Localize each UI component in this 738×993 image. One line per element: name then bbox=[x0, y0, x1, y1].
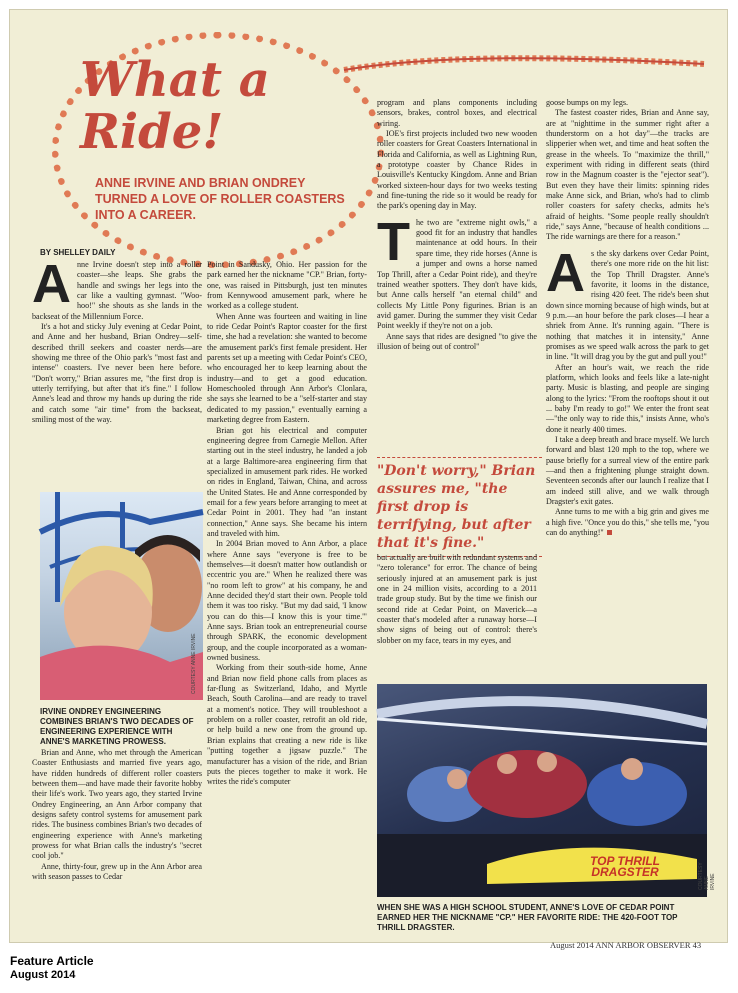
dragster-sign: TOP THRILL DRAGSTER bbox=[590, 854, 660, 879]
paragraph: Working from their south-side home, Anne and Brian now field phone calls from places as far-flung as Switzerland, Idaho, and Myrtle Beach, South Carolina—and are ready to travel at a moment's notice. They will troubleshoot a problem on a roller coaster, retrofit an old ride, or help build a new one from the ground up. Brian explains that creating a new ride is like "putting together a jigsaw puzzle." The manufacturer has a vision of the ride, and Brian puts the pieces together to make it work. He writes the ride's computer bbox=[207, 663, 367, 787]
paragraph: goose bumps on my legs. bbox=[546, 98, 629, 107]
column-2 bbox=[207, 260, 367, 788]
byline: BY SHELLEY DAILY bbox=[40, 248, 116, 257]
paragraph: When Anne was fourteen and waiting in line to ride Cedar Point's Raptor coaster for the first time, she had a revelation: she wanted to become the amusement park's first female president. Her parents set up a meeting with Cedar Point's CEO, who encouraged her to keep learning about the industry—and to get a good education. Homeschooled through Ann Arbor's Clonlara, she says she learned to be a "self-starter and stay dedicated to my passion," eventually earning a marketing degree from Eastern. bbox=[207, 311, 367, 425]
paragraph: It's a hot and sticky July evening at Cedar Point, and Anne and her husband, Brian Ondrey—self-described thrill seekers and coaster nerds—are showing me three of the Ohio park's "most fast and intense" coasters. I've never been here before. "Don't worry," Brian assures me, "the first drop is utterly terrifying, but after that it's fine." I follow Anne's lead and throw my hands up during the ride and catch some "air time" from the backseat, smiling most of the way. bbox=[32, 322, 202, 425]
paragraph: The two are "extreme night owls," a good fit for an industry that handles maintenance at odd hours. In their spare time, they ride horses (Anne is a jumper and owns a horse named Top Thrill, after a Cedar Point ride), and they're trained weather spotters. They don't have kids, but Anne calls herself "an eternal child" and collects My Little Pony figurines. Brian is an avid gamer. During the summer they visit Cedar Point weekly if they're not on a job. bbox=[377, 211, 537, 331]
drop-cap: A bbox=[546, 242, 585, 303]
photo1-credit: COURTESY ANNE IRVINE bbox=[191, 633, 197, 694]
drop-cap: T bbox=[377, 211, 410, 272]
paragraph: Anne says that rides are designed "to give the illusion of being out of control" bbox=[377, 331, 537, 351]
paragraph: After an hour's wait, we reach the ride platform, which looks and feels like a late-night party. Music is blasting, and people are singing along to the lyrics: "From the rooftops shout it out ... baby I'm ready to go!" We enter the front seat—"the only way to ride this," insists Anne, who's done it nearly 400 times. bbox=[546, 362, 709, 434]
headline: What a Ride! bbox=[80, 52, 270, 160]
footer-date: August 2014 bbox=[10, 969, 76, 981]
dek: ANNE IRVINE AND BRIAN ONDREY TURNED A LOVE OF ROLLER COASTERS INTO A CAREER. bbox=[95, 176, 345, 222]
footer-title: Feature Article bbox=[10, 954, 94, 968]
photo2-caption: WHEN SHE WAS A HIGH SCHOOL STUDENT, ANNE'S LOVE OF CEDAR POINT EARNED HER THE NICKNAME "CP." HER FAVORITE RIDE: THE 420-FOOT TOP THRILL DRAGSTER. bbox=[377, 903, 678, 932]
column-4 bbox=[546, 98, 709, 538]
paragraph: Brian and Anne, who met through the American Coaster Enthusiasts and married five years ago, have ridden hundreds of different roller coasters between them—and have made their favorite hobby their life's work. Two years ago, they started Irvine Ondrey Engineering, an Ann Arbor company that designs safety control systems for amusement park rides. The business combines Brian's two decades of engineering experience with Anne's marketing prowess for what Brian calls the industry's "secret cool job." bbox=[32, 748, 202, 861]
paragraph: Point in Sandusky, Ohio. Her passion for the park earned her the nickname "CP." Brian, forty-one, was raised in Pittsburgh, just ten minutes from Kennywood amusement park, where he worked as a college student. bbox=[207, 260, 367, 311]
column-3-top bbox=[377, 98, 537, 352]
column-3-bottom bbox=[377, 553, 537, 646]
paragraph: In 2004 Brian moved to Ann Arbor, a place where Anne says "everyone is free to be themselves—it doesn't matter how outlandish or eccentric you are." When he realized there was "no room left to grow" at his company, he and Anne decided they'd start their own. People told them it was too risky. "But my dad said, 'I know you can do this—I know this is your time.'" Anne says. Brian took an entrepreneurial course through SPARK, the economic development group, and the couple incorporated as a woman-owned business. bbox=[207, 539, 367, 663]
column-1-bottom bbox=[32, 748, 202, 882]
column-1-top bbox=[32, 254, 202, 426]
paragraph: Brian got his electrical and computer engineering degree from Carnegie Mellon. After starting out in the steel industry, he landed a job at a large Baltimore-area engineering firm that specialized in amusement park rides. He worked on rides in England, Taiwan, China, and across the United States. He and Anne corresponded by email for a few years before arranging to meet at Cedar Point in 2001. They had "an instant connection," Anne says. She became his intern and traveled with him. bbox=[207, 425, 367, 538]
photo-anne-and-brian bbox=[40, 492, 203, 700]
end-mark bbox=[607, 530, 612, 535]
paragraph: IOE's first projects included two new wooden roller coasters for Great Coasters International in Florida and California, as well as Lightning Run, a prototype coaster by Chance Rides in Louisville's Kentucky Kingdom. Anne and Brian worked sixteen-hour days for two weeks testing and fine-tuning the ride so it would be ready for the park's opening day in May. bbox=[377, 129, 537, 211]
paragraph: Anne turns to me with a big grin and gives me a high five. "Once you do this," she tells me, "you can do anything!" bbox=[546, 507, 709, 538]
page-folio: August 2014 ANN ARBOR OBSERVER 43 bbox=[550, 940, 702, 950]
ribbon-decoration bbox=[340, 48, 708, 74]
paragraph: Anne, thirty-four, grew up in the Ann Arbor area with season passes to Cedar bbox=[32, 861, 202, 882]
magazine-page bbox=[10, 10, 727, 950]
paragraph: Anne Irvine doesn't step into a roller coaster—she leaps. She grabs the handle and swings her legs into the car like a vaulting gymnast. "Woo-hoo!" she shouts as she lands in the backseat of the Millennium Force. bbox=[32, 254, 202, 321]
drop-cap: A bbox=[32, 254, 71, 314]
paragraph: but actually are built with redundant systems and "zero tolerance" for error. The chance of being seriously injured at an amusement park is just one in 24 million visits, according to a 2011 trade group study. But by the time we finish our second ride at Cedar Point, on Maverick—a coaster that's modeled after a runaway horse—I show signs of being out of control: there's slobber on my face, tears in my eyes, and bbox=[377, 553, 537, 645]
photo2-credit: COURTESY ANNE IRVINE bbox=[698, 862, 716, 890]
pull-quote: "Don't worry," Brian assures me, "the first drop is terrifying, but after that it's fine." bbox=[377, 457, 542, 557]
paragraph: program and plans components including sensors, brakes, control boxes, and electrical wiring. bbox=[377, 98, 537, 128]
photo1-caption: IRVINE ONDREY ENGINEERING COMBINES BRIAN'S TWO DECADES OF ENGINEERING EXPERIENCE WITH ANNE'S MARKETING PROWESS. bbox=[40, 707, 194, 746]
paragraph: As the sky darkens over Cedar Point, there's one more ride on the hit list: the Top Thrill Dragster. Anne's favorite, it looms in the distance, rising 420 feet. The ride's been shut down since morning because of high winds, but at 9 p.m.—an hour before the park closes—I hear a shriek from Anne. It's running again. "There is nothing that matches it in intensity," Anne promises as we speed walk across the park to get in line. "It will drag you by the gut and pull you!" bbox=[546, 242, 709, 362]
paragraph: I take a deep breath and brace myself. We lurch forward and blast 120 mph to the top, where we pause briefly for a surreal view of the entire park—and then a frightening plunge straight down. Seventeen seconds after our launch I realize that I am indeed still alive, and we walk through Dragster's exit gates. bbox=[546, 435, 709, 507]
paragraph: The fastest coaster rides, Brian and Anne say, are at "nighttime in the summer right after a thunderstorm on a hot day"—the tracks are slipperier when wet, and time and heat soften the grease in the wheels. To "maximize the thrill," experiment with riding in different seats (third row in the Magnum coaster is the "ejector seat"). But even they have their limits: spinning rides make Anne sick, and Brian, who's had to climb roller coasters for safety checks, admits he's afraid of heights. "Some people really shouldn't ride," says Anne, "because of health conditions ... The ride warnings are there for a reason." bbox=[546, 108, 709, 242]
